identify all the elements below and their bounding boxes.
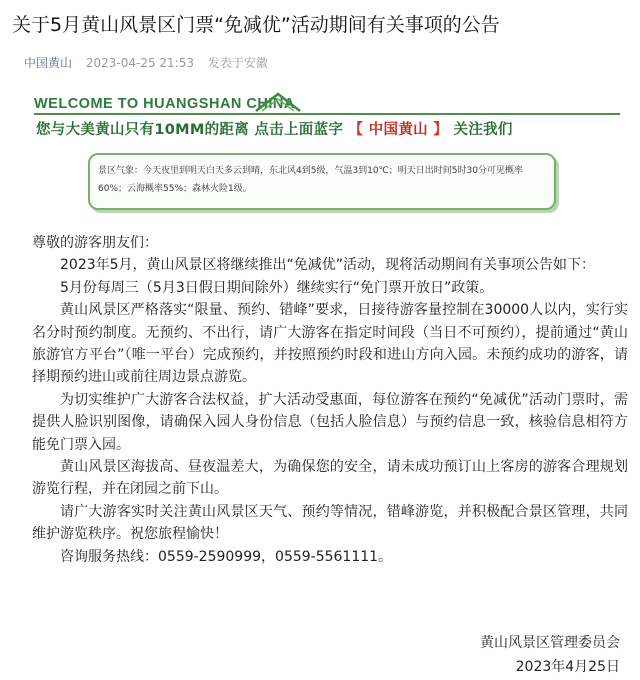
slogan-part2: 关注我们	[453, 122, 513, 138]
roof-icon	[254, 91, 302, 113]
account-link[interactable]: 中国黄山	[24, 56, 73, 70]
signature-org: 黄山风景区管理委员会	[480, 635, 620, 651]
article-title: 关于5月黄山风景区门票“免减优”活动期间有关事项的公告	[12, 14, 500, 36]
paragraph: 请广大游客实时关注黄山风景区天气、预约等情况，错峰游览，并积极配合景区管理，共同维护游览秩序。祝您旅程愉快！	[32, 503, 628, 543]
bracket-open: 【	[348, 122, 364, 138]
banner-slogan	[36, 118, 513, 139]
welcome-banner	[34, 91, 620, 143]
weather-text: 景区气象：今天夜里到明天白天多云到晴，东北风4到5级，气温3到10℃；明天日出时间5时30分可见概率60%；云海概率55%；森林火险1级。	[98, 166, 523, 194]
banner-divider	[34, 113, 620, 115]
signature-date: 2023年4月25日	[515, 659, 620, 675]
paragraph: 黄山风景区严格落实“限量、预约、错峰”要求，日接待游客量控制在30000人以内，实行实名分时预约制度。无预约、不出行，请广大游客在指定时间段（当日不可预约），提前通过“黄山旅游官方平台”（唯一平台）完成预约，并按照预约时段和进山方向入园。未预约成功的游客，请择期预约进山或前往周边景点游览。	[32, 302, 628, 386]
article-body	[32, 232, 628, 568]
weather-box	[88, 153, 556, 210]
brand-name: 中国黄山	[368, 122, 428, 138]
paragraph: 2023年5月，黄山风景区将继续推出“免减优”活动，现将活动期间有关事项公告如下：	[60, 257, 596, 274]
slogan-part1: 您与大美黄山只有10MM的距离 点击上面蓝字	[36, 122, 344, 138]
paragraph: 为切实维护广大游客合法权益，扩大活动受惠面，每位游客在预约“免减优”活动门票时，需提供人脸识别图像，请确保入园人身份信息（包括人脸信息）与预约信息一致，核验信息相符方能免门票入园。	[32, 391, 628, 453]
article-meta	[24, 54, 268, 71]
publish-location: 发表于安徽	[207, 56, 268, 70]
greeting: 尊敬的游客朋友们：	[32, 235, 158, 251]
hotline: 咨询服务热线：0559-2590999，0559-5561111。	[60, 548, 393, 565]
bracket-close: 】	[433, 122, 449, 138]
paragraph: 5月份每周三（5月3日假日期间除外）继续实行“免门票开放日”政策。	[60, 279, 494, 296]
banner-english: WELCOME TO HUANGSHAN CHINA	[34, 96, 295, 112]
publish-date: 2023-04-25 21:53	[85, 56, 194, 70]
paragraph: 黄山风景区海拔高、昼夜温差大，为确保您的安全，请未成功预订山上客房的游客合理规划游览行程，并在闭园之前下山。	[32, 459, 628, 498]
